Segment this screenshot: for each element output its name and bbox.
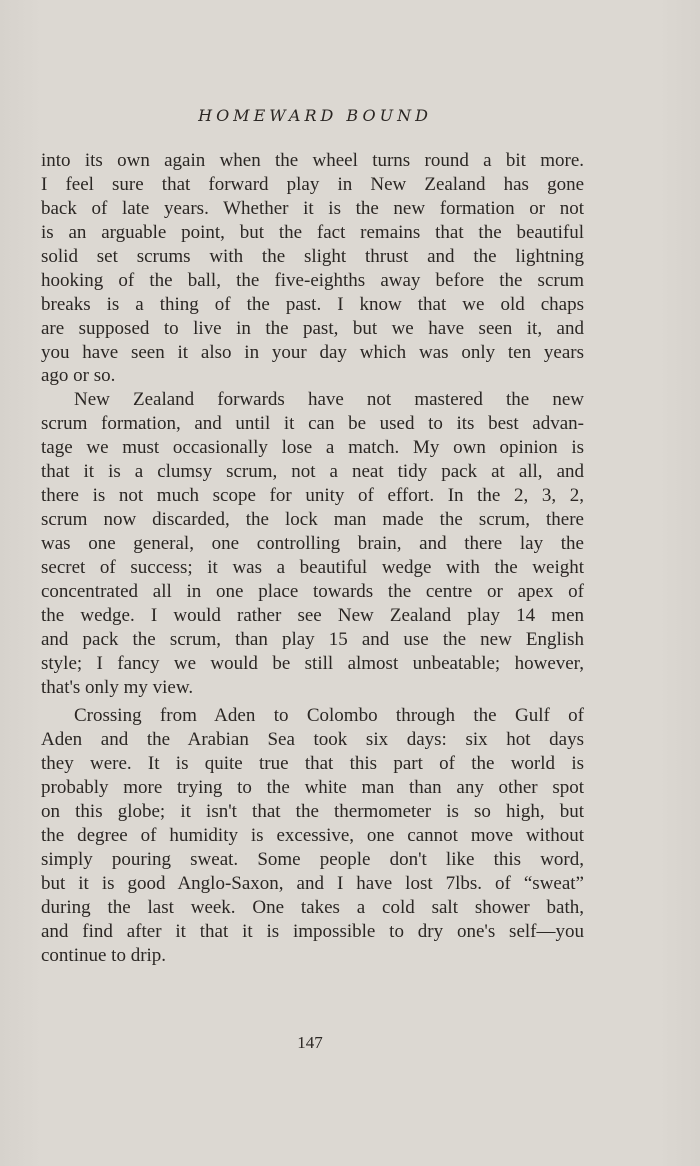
text-line: you have seen it also in your day which was only ten years xyxy=(41,342,584,363)
text-line: Aden and the Arabian Sea took six days: six hot days xyxy=(41,729,584,750)
text-line: simply pouring sweat. Some people don't like this word, xyxy=(41,849,584,870)
text-line: back of late years. Whether it is the new formation or not xyxy=(41,198,584,219)
text-line: during the last week. One takes a cold salt shower bath, xyxy=(41,897,584,918)
text-line: they were. It is quite true that this part of the world is xyxy=(41,753,584,774)
text-line: on this globe; it isn't that the thermometer is so high, but xyxy=(41,801,584,822)
text-line: continue to drip. xyxy=(41,945,167,966)
text-line: ago or so. xyxy=(41,365,116,386)
text-line: hooking of the ball, the five-eighths away before the scrum xyxy=(41,270,584,291)
text-line: New Zealand forwards have not mastered the new xyxy=(74,389,584,410)
text-line: scrum formation, and until it can be used to its best advan- xyxy=(41,413,584,434)
text-line: and pack the scrum, than play 15 and use the new English xyxy=(41,629,584,650)
text-line: into its own again when the wheel turns round a bit more. xyxy=(41,150,584,171)
text-line: are supposed to live in the past, but we have seen it, and xyxy=(41,318,584,339)
text-line: concentrated all in one place towards the centre or apex of xyxy=(41,581,584,602)
text-line: Crossing from Aden to Colombo through the Gulf of xyxy=(74,705,584,726)
text-line: the degree of humidity is excessive, one cannot move without xyxy=(41,825,584,846)
text-line: that it is a clumsy scrum, not a neat tidy pack at all, and xyxy=(41,461,584,482)
text-line: was one general, one controlling brain, and there lay the xyxy=(41,533,584,554)
text-line: but it is good Anglo-Saxon, and I have lost 7lbs. of “sweat” xyxy=(41,873,584,894)
page-number: 147 xyxy=(297,1033,323,1052)
text-line: and find after it that it is impossible to dry one's self—you xyxy=(41,921,584,942)
text-line: solid set scrums with the slight thrust and the lightning xyxy=(41,246,584,267)
text-line: probably more trying to the white man than any other spot xyxy=(41,777,584,798)
text-line: the wedge. I would rather see New Zealand play 14 men xyxy=(41,605,584,626)
text-line: tage we must occasionally lose a match. My own opinion is xyxy=(41,437,584,458)
text-line: I feel sure that forward play in New Zealand has gone xyxy=(41,174,584,195)
running-header: HOMEWARD BOUND xyxy=(198,106,432,125)
text-line: breaks is a thing of the past. I know that we old chaps xyxy=(41,294,584,315)
text-line: scrum now discarded, the lock man made the scrum, there xyxy=(41,509,584,530)
text-line: style; I fancy we would be still almost unbeatable; however, xyxy=(41,653,584,674)
text-line: there is not much scope for unity of effort. In the 2, 3, 2, xyxy=(41,485,584,506)
text-line: that's only my view. xyxy=(41,677,194,698)
text-line: secret of success; it was a beautiful wedge with the weight xyxy=(41,557,584,578)
text-line: is an arguable point, but the fact remains that the beautiful xyxy=(41,222,584,243)
